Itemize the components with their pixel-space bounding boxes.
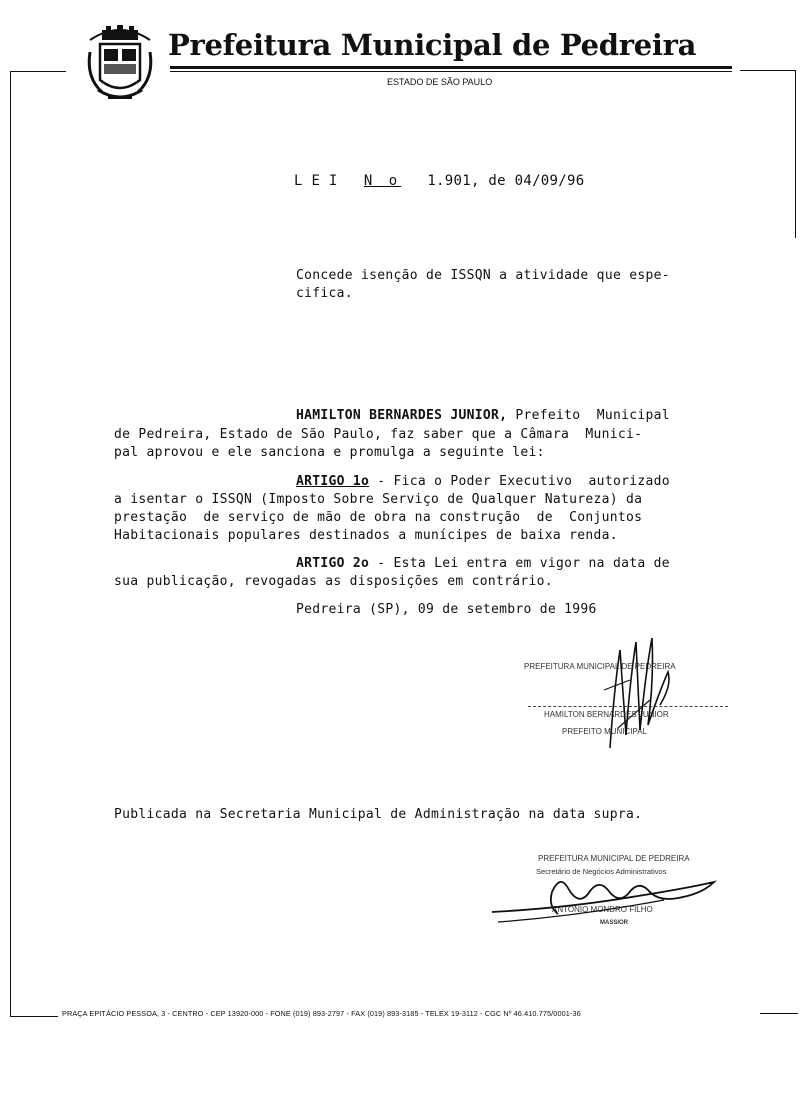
heading-lei: L E I	[294, 173, 338, 189]
article-1-line-1: ARTIGO 1o - Fica o Poder Executivo autorizado	[296, 474, 670, 489]
article-1-line-3: prestação de serviço de mão de obra na construção de Conjuntos	[114, 510, 643, 525]
preamble-name: HAMILTON BERNARDES JUNIOR,	[296, 408, 508, 423]
article-2-line-2: sua publicação, revogadas as disposições em contrário.	[114, 574, 553, 589]
mayor-signature	[590, 630, 680, 755]
bottom-left-rule	[10, 1016, 58, 1017]
header-rule-thin	[170, 71, 732, 72]
heading-number-label: N o	[363, 173, 402, 189]
right-border	[795, 70, 796, 238]
secretary-signature	[488, 868, 728, 928]
left-border	[10, 71, 11, 1017]
left-top-rule	[10, 71, 66, 72]
right-top-rule	[740, 70, 795, 71]
mayor-stamp-name: HAMILTON BERNARDES JUNIOR	[544, 710, 669, 719]
article-1-label: ARTIGO 1o	[296, 474, 370, 489]
ementa-line-1: Concede isenção de ISSQN a atividade que espe-	[296, 268, 670, 283]
publication-line: Publicada na Secretaria Municipal de Administração na data supra.	[114, 807, 643, 822]
preamble-line-1: HAMILTON BERNARDES JUNIOR, Prefeito Municipal	[296, 408, 670, 423]
header-rule-thick	[170, 66, 732, 69]
article-2-line-1: ARTIGO 2o - Esta Lei entra em vigor na data de	[296, 556, 670, 571]
article-1-line-4: Habitacionais populares destinados a munícipes de baixa renda.	[114, 528, 618, 543]
heading-number-date: 1.901, de 04/09/96	[427, 173, 585, 189]
secretary-stamp-role: MASSIOR	[600, 920, 629, 926]
secretary-stamp-mid: Secretário de Negócios Administrativos	[536, 867, 667, 876]
secretary-stamp-name: ANTONIO MONDRO FILHO	[552, 905, 653, 914]
bottom-right-rule	[760, 1013, 798, 1014]
date-line: Pedreira (SP), 09 de setembro de 1996	[296, 602, 597, 617]
mayor-stamp-top: PREFEITURA MUNICIPAL DE PEDREIRA	[524, 662, 676, 671]
article-1-line-2: a isentar o ISSQN (Imposto Sobre Serviço de Qualquer Natureza) da	[114, 492, 643, 507]
coat-of-arms-logo	[84, 22, 156, 108]
secretary-stamp-top: PREFEITURA MUNICIPAL DE PEDREIRA	[538, 854, 690, 863]
preamble-line-3: pal aprovou e ele sanciona e promulga a seguinte lei:	[114, 445, 545, 460]
page-title: Prefeitura Municipal de Pedreira	[168, 28, 697, 62]
article-2-label: ARTIGO 2o	[296, 556, 370, 571]
preamble-line-2: de Pedreira, Estado de São Paulo, faz saber que a Câmara Munici-	[114, 427, 643, 442]
ementa-line-2: cifica.	[296, 286, 353, 301]
mayor-stamp-role: PREFEITO MUNICIPAL	[562, 727, 648, 736]
footer-address: PRAÇA EPITÁCIO PESSOA, 3 - CENTRO - CEP 13920-000 - FONE (019) 893-2797 - FAX (019) 893-3185 - TELEX 19-3112 - CGC Nº 46.410.775/0001-36	[62, 1009, 581, 1018]
law-heading	[294, 157, 584, 189]
page-subtitle: ESTADO DE SÃO PAULO	[387, 77, 493, 87]
